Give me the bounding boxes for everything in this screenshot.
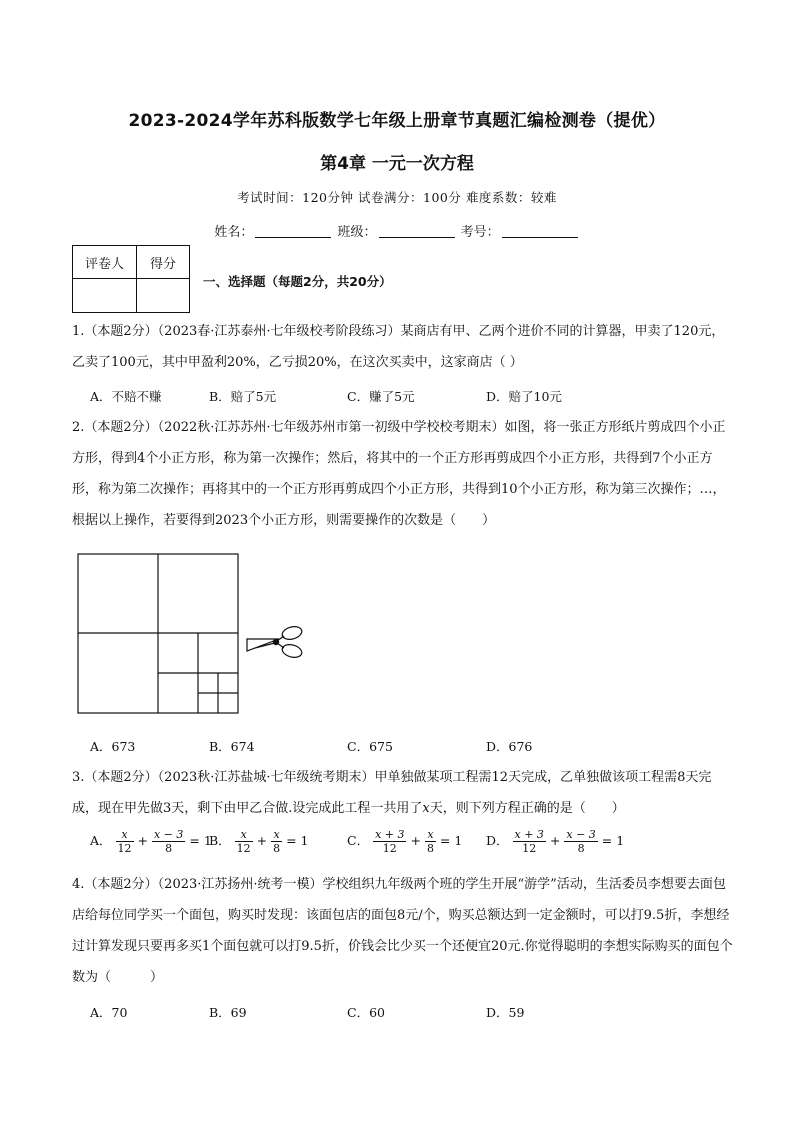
grader-cell [73, 279, 137, 313]
square-cutting-figure [77, 553, 309, 715]
name-blank[interactable] [255, 225, 331, 238]
question-4: 4.（本题2分）（2023·江苏扬州·统考一模）学校组织九年级两个班的学生开展“游学”活动，生活委员李想要去面包店给每位同学买一个面包，购买时发现：该面包店的面包8元/个，购买总额达到一定金额时，可以打9.5折，李想经过计算发现只要再多买1个面包就可以打9.5折，价钱会比少买一个还便宜20元.你觉得聪明的李想实际购买的面包个数为（ ） [72, 877, 733, 985]
grader-header: 评卷人 [73, 246, 137, 279]
exam-meta: 考试时间：120分钟 试卷满分：100分 难度系数：较难 [237, 190, 557, 205]
student-info-fields [0, 221, 794, 240]
question-2: 2.（本题2分）（2022秋·江苏苏州·七年级苏州市第一初级中学校校考期末）如图，将一张正方形纸片剪成四个小正方形，得到4个小正方形，称为第一次操作；然后，将其中的一个正方形再剪成四个小正方形，共得到7个小正方形，称为第二次操作；再将其中的一个正方形再剪成四个小正方形，共得到10个小正方形，称为第三次操作；…，根据以上操作，若要得到2023个小正方形，则需要操作的次数是（ ） [72, 420, 726, 528]
q1-option-b: B．赔了5元 [209, 389, 277, 404]
number-label: 考号： [460, 225, 500, 240]
q4-option-b: B．69 [209, 1005, 247, 1020]
class-blank[interactable] [379, 225, 455, 238]
number-blank[interactable] [502, 225, 578, 238]
name-label: 姓名： [214, 225, 254, 240]
question-3 [72, 762, 736, 824]
q1-option-a: A．不赔不赚 [90, 389, 162, 404]
q2-option-a: A．673 [90, 739, 136, 754]
q3-variable: x [422, 801, 430, 816]
q4-option-a: A．70 [90, 1005, 128, 1020]
q1-option-d: D．赔了10元 [486, 389, 562, 404]
q3-option-b: B． $\frac{x}{12}$ + $\frac{x}{8}$ = 1 [209, 828, 309, 855]
section-heading: 一、选择题（每题2分，共20分） [203, 274, 392, 289]
class-label: 班级： [337, 225, 377, 240]
q1-option-c: C．赚了5元 [347, 389, 415, 404]
q3-option-a: A． $\frac{x}{12}$ + $\frac{x - 3}{8}$ = 1 [90, 828, 212, 855]
q3-option-d: D． $\frac{x + 3}{12}$ + $\frac{x - 3}{8}$ = 1 [486, 828, 625, 855]
chapter-title: 第4章 一元一次方程 [320, 154, 474, 174]
score-cell [137, 279, 190, 313]
q3-text-before: 3.（本题2分）（2023秋·江苏盐城·七年级统考期末）甲单独做某项工程需12天完成，乙单独做该项工程需8天完成，现在甲先做3天，剩下由甲乙合做.设完成此工程一共用了 [72, 770, 712, 816]
score-header: 得分 [137, 246, 190, 279]
q2-option-b: B．674 [209, 739, 255, 754]
exam-title: 2023-2024学年苏科版数学七年级上册章节真题汇编检测卷（提优） [128, 111, 666, 131]
q3-text-after: 天，则下列方程正确的是（ ） [429, 801, 625, 816]
q4-option-c: C．60 [347, 1005, 385, 1020]
q4-option-d: D．59 [486, 1005, 525, 1020]
score-table [72, 245, 190, 313]
scissors-icon [247, 625, 303, 660]
q3-option-c: C． $\frac{x + 3}{12}$ + $\frac{x}{8}$ = 1 [347, 828, 463, 855]
q2-option-c: C．675 [347, 739, 393, 754]
question-1: 1.（本题2分）（2023春·江苏泰州·七年级校考阶段练习）某商店有甲、乙两个进价不同的计算器，甲卖了120元，乙卖了100元，其中甲盈利20%，乙亏损20%，在这次买卖中，这家商店（ ） [72, 324, 725, 370]
q2-option-d: D．676 [486, 739, 533, 754]
